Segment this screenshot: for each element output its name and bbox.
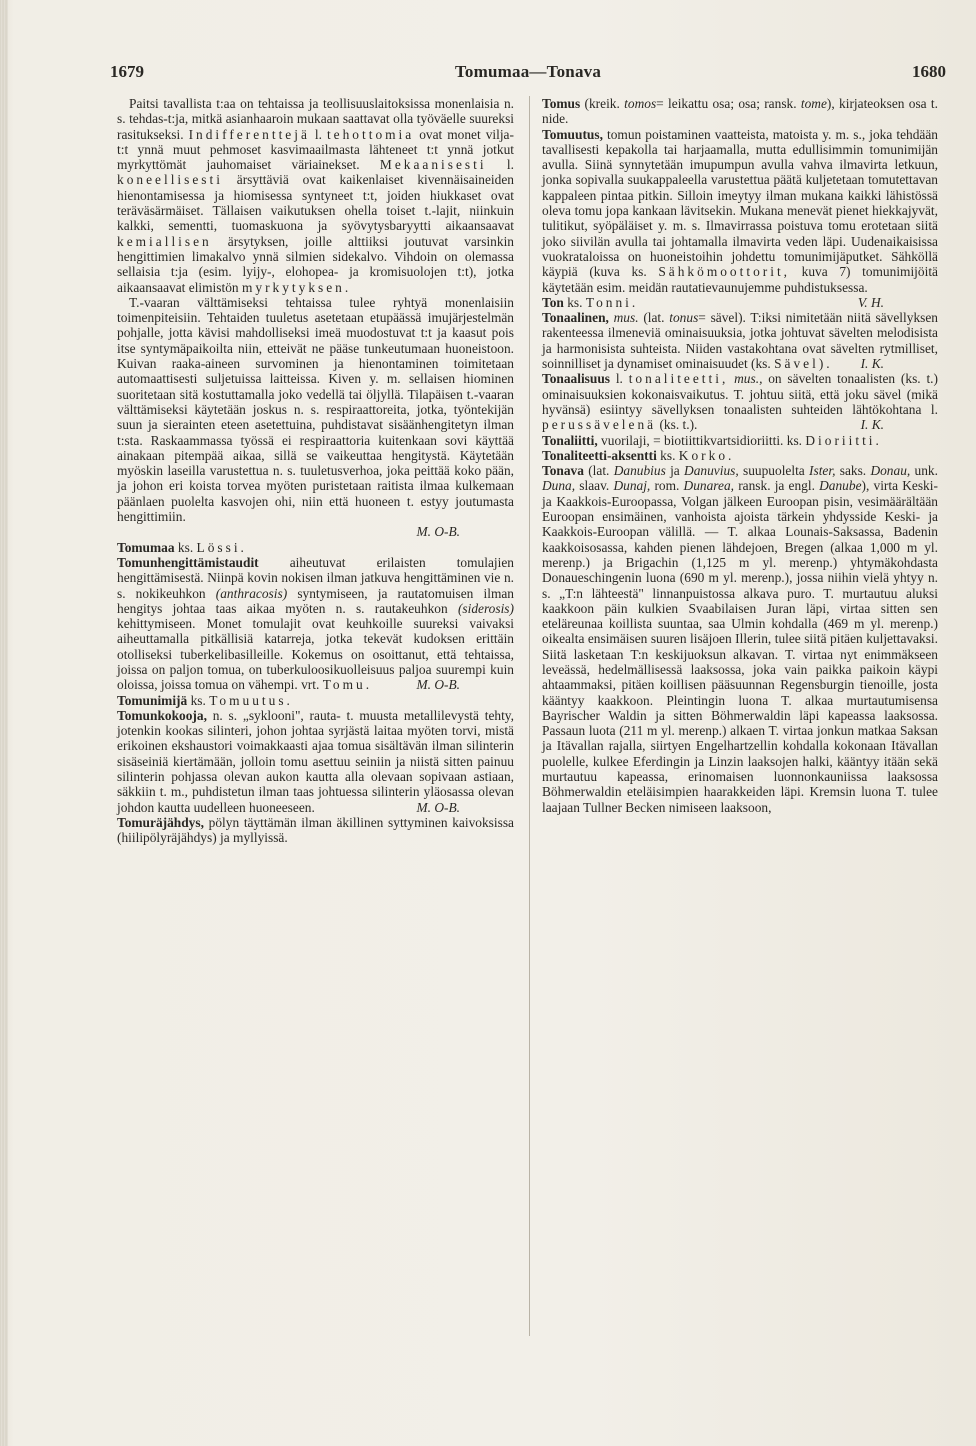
entry-tonaliitti: Tonaliitti, vuorilaji, = biotiittikvartsidioriitti. ks. Dioriitti.: [542, 432, 882, 448]
headword: Tomumaa: [117, 539, 175, 555]
author-signature: M. O-B.: [416, 799, 460, 815]
author-signature: I. K.: [860, 356, 884, 372]
binding-edge: [0, 0, 8, 1446]
author-signature: M. O-B.: [416, 524, 460, 540]
paragraph-dust-prevention: T.-vaaran välttämiseksi tehtaissa tulee ryhtyä monenlaisiin toimenpiteisiin. Tehtaiden tuuletus asetetaan etupäässä imujärjestelmän pohjalle, jotta kävisi mahdolliseksi imeä muodostuvat t:t ja kaasut pois itse syntymäpaikoilta niin, etteivät ne pääse tunkeutumaan huoneistoon. Kuivan raaka-aineen survominen ja hienontaminen toimitetaan automaattisesti suljetuissa laitteissa. Kiven y. m. sellaisen hiominen suoritetaan sitä kostuttamalla joko vedellä tai öljyllä. Tilapäisen t.-vaaran välttämiseksi käytetään joskus n. s. respiraattoreita, jotka, työntekijän suun ja sierainten eteen asetettuina, puhdistavat sisäänhengitetyn ilman t:sta. Raskaammassa työssä ei respiraattoria kuitenkaan sovi käyttää ainakaan pitempää aikaa, sillä se vaikeuttaa hengitystä. Käytetään myöskin laseilla varustettua n. s. tuuletusverhoa, joka peittää koko pään, ja johon eri koista torvea myöten puristetaan raitista ilmaa kulkemaan päänlaen puolelta kasvojen ohi, niin että huoneen t. estyy joutumasta hengittimiin. M. O-B.: [117, 294, 514, 540]
headword: Tonaalisuus: [542, 371, 610, 387]
paragraph-dust-types: Paitsi tavallista t:aa on tehtaissa ja teollisuuslaitoksissa monenlaisia n. s. tehdas-t:ja, mitkä asianhaaroin mukaan saattavat olla työväelle suureksi rasitukseksi. Indifferenttejä l. tehottomia ovat monet vilja-t:t ynnä muut pehmoset kasvimaailmasta lähteneet t:t ynnä jotkut myrkyttömät jauhomaiset väriainekset. Mekaanisesti l. koneellisesti ärsyttäviä ovat kaikenlaiset kivennäisaineiden hienontamisessa ja hiomisessa syntyneet t:t, joiden hiukkaset ovat teräväsärmäiset. Tällaisen vaikutuksen ohella toiset t.-lajit, niinkuin kalkki, sementti, tuomaskuona ja syövytysbaryytti aikaansaavat kemiallisen ärsytyksen, joille alttiiksi joutuvat varsinkin hengittimien limakalvo ynnä silmien sidekalvo. Vihdoin on olemassa sellaisia t:ja (esim. lyijy-, elohopea- ja kromisuolojen t:t), jotka aikaansaavat elimistön myrkytyksen.: [117, 96, 514, 295]
headword: Tomus: [542, 96, 581, 111]
left-column: [117, 96, 514, 846]
headword: Tomuräjähdys,: [117, 814, 204, 830]
entry-tomunhengittamistaudit: Tomunhengittämistaudit aiheutuvat erilaisten tomulajien hengittämisestä. Niinpä kovin nokisen ilman jatkuva hengittäminen vie n. s. nokikeuhkon (anthracosis) syntymiseen, ja rautatomuisen ilman hengitys johtaa taas aikaa myöten n. s. rautakeuhkon (siderosis) kehittymiseen. Monet tomulajit ovat keuhkoille suureksi vaivaksi aiheuttamalla pitkällisiä katarreja, jotka tekevät kudoksen erittäin otolliseksi tuberkelibasilleille. Kokemus on osoittanut, että tehtaissa, joissa on paljon tomua, on tuberkuloosikuolleisuus paljoa suurempi kuin oloissa, joissa tomua on vähempi. vrt. Tomu. M. O-B.: [117, 554, 515, 693]
headword: Tonava: [542, 463, 584, 479]
entry-tonaalisuus: Tonaalisuus l. tonaliteetti, mus., on sävelten tonaalisten (ks. t.) ominaisuuksien kokonaisvaikutus. T. johtuu siitä, että joku sävel (mikä hyvänsä) esiintyy sävellyksen tonaalisten suhteiden lähtökohtana l. perussävelenä (ks. t.). I. K.: [542, 371, 938, 433]
entry-tonaliteetti-aksentti: Tonaliteetti-aksentti ks. Korko.: [542, 447, 735, 463]
headword: Tomunkokooja,: [117, 707, 207, 723]
entry-tonava: Tonava (lat. Danubius ja Danuvius, suupuolelta Ister, saks. Donau, unk. Duna, slaav. Dunaj, rom. Dunarea, ransk. ja engl. Danube), virta Keski- ja Kaakkois-Euroopassa, Volgan jälkeen Euroopan pisin, vesimäärältään Euroopan ensimäinen, vanhoista ajoista tärkein yhdysside Keski- ja Kaakkois-Euroopan välillä. — T. alkaa Lounais-Saksassa, Badenin kaakkoisosassa, kahden pienen lähdejoen, Bregen (alkaa 1,000 m yl. merenp.) ja Brigachin (1,125 m yl. merenp.) yhtymäkohdasta Donaueschingenin luona (690 m yl. merenp.), jossa niihin vielä yhtyy n. s. „T:n lähteestä" linnanpuistossa alkava puro. T. murtautuu aluksi kaakkoon päin kulkien Svaabilaisen Juran läpi, virtaa sitten sen eteläreunaa koillista suuntaa, saa Ulmin kohdalla (469 m yl. merenp.) oikealta ensimäisen suuren lisäjoen Illerin, tulee siitä pitäen kuljettavaksi. Siitä lasketaan T:n keskijuoksun alkavan. T. virtaa nyt enimmäkseen leveässä, hedelmällisessä laaksossa, joka vain paikka paikoin käypi ahtaammaksi, pitäen koillisen pääsuunnan Regensburgin tienoille, josta kääntyy kaakkoon. Pleintingin luona T. alkaa murtautumisensa Bayrischer Waldin ja sitten Böhmerwaldin läpi kapeassa laaksossa. Passaun luota (211 m yl. merenp.) alkaen T. virtaa jonkun matkaa Saksan ja Itävallan rajalla, siirtyen Engelhartzellin kohdalla kokonaan Itävallan puolelle, kulkee Eferdingin ja Linzin laaksojen halki, kääntyy itään sekä murtautuu kapeassa, erinomaisen luonnonkauniissa laaksossa Böhmerwaldin eteläisimpien haarakkeiden läpi. Kremsin luona T. tulee laajaan Tullner Becken nimiseen laaksoon,: [542, 463, 938, 815]
entry-tomuutus: Tomuutus, tomun poistaminen vaatteista, matoista y. m. s., joka tehdään tavallisesti kepakolla tai harjaamalla, mutta edullisimmin tomunimijän avulla. Siinä synnytetään imupumpun avulla vahva ilmavirta letkuun, jonka sopivalla suukappaleella varustettua päätä kuljetetaan tomutettavan kappaleen pintaa pitkin. Silloin imeytyy ilman mukana kaikki lähistössä oleva tomu jopa kankaan lävitsekin. Mukana menevät pienet hiekkajyvät, tulitikut, syöpäläiset y. m. s. Ilmavirrassa poistuva tomu erotetaan siitä joko siivilän avulla tai johtamalla ilmavirta veden läpi. Uudenaikaisissa vuokrataloissa on huoneistoihin johdettu tomunimijäputket. Sähköllä käypiä (kuva ks. Sähkömoottorit, kuva 7) tomunimijöitä käytetään esim. meidän rautatievaunujemme puhdistuksessa. V. H.: [542, 126, 938, 310]
page-header: [110, 62, 946, 86]
running-title: Tomumaa—Tonava: [454, 62, 602, 81]
column-divider: [529, 96, 530, 1336]
headword: Tomuutus,: [542, 126, 603, 142]
right-column: [542, 96, 938, 815]
headword: Tomunhengittämistaudit: [117, 554, 259, 570]
entry-ton: Ton ks. Tonni.: [542, 294, 639, 310]
entry-tomurajahdys: Tomuräjähdys, pölyn täyttämän ilman äkillinen syttyminen kaivoksissa (hiilipölyräjähdys) ja myllyissä.: [117, 814, 514, 846]
author-signature: V. H.: [857, 294, 884, 310]
entry-tomunkokooja: Tomunkokooja, n. s. „syklooni", rauta- t. muusta metallilevystä tehty, jotenkin kookas silinteri, johon johtaa syrjästä laitaa myöten torvi, mistä erikoinen ekshaustori voimakkaasti ajaa tomua sisältävän ilman silinterin sisäseiniä kiertämään, jolloin tomu asettuu seiniin ja niistä sitten painuu silinterin pohjassa olevan aukon kautta alla olevaan sopivaan astiaan, säkkiin t. m., puhdistetun ilman taas johtuessa silinterin yläosassa olevan johdon kautta uudelleen huoneeseen. M. O-B.: [117, 707, 514, 815]
headword: Ton: [542, 294, 564, 310]
headword: Tonaalinen,: [542, 310, 609, 326]
entry-tomumaa: Tomumaa ks. Lössi.: [117, 539, 247, 555]
author-signature: M. O-B.: [416, 677, 460, 693]
entry-tonaalinen: Tonaalinen, mus. (lat. tonus= sävel). T:iksi nimitetään niitä sävellyksen rakenteessa ilmeneviä ominaisuuksia, jotka johtuvat sävelten melodisista ja harmonisista suhteista. Niiden vastakohtana ovat sävelten rytmilliset, soinnilliset ja dynamiset ominaisuudet (ks. Sävel). I. K.: [542, 310, 938, 372]
entry-tomunimija: Tomunimijä ks. Tomuutus.: [117, 692, 293, 708]
headword: Tomunimijä: [117, 692, 188, 708]
headword: Tonaliitti,: [542, 432, 598, 448]
page-number-left: 1679: [110, 62, 144, 81]
entry-tomus: Tomus (kreik. tomos= leikattu osa; osa; ransk. tome), kirjateoksen osa t. nide.: [542, 96, 938, 127]
page-number-right: 1680: [912, 62, 946, 81]
author-signature: I. K.: [860, 417, 884, 433]
headword: Tonaliteetti-aksentti: [542, 447, 657, 463]
